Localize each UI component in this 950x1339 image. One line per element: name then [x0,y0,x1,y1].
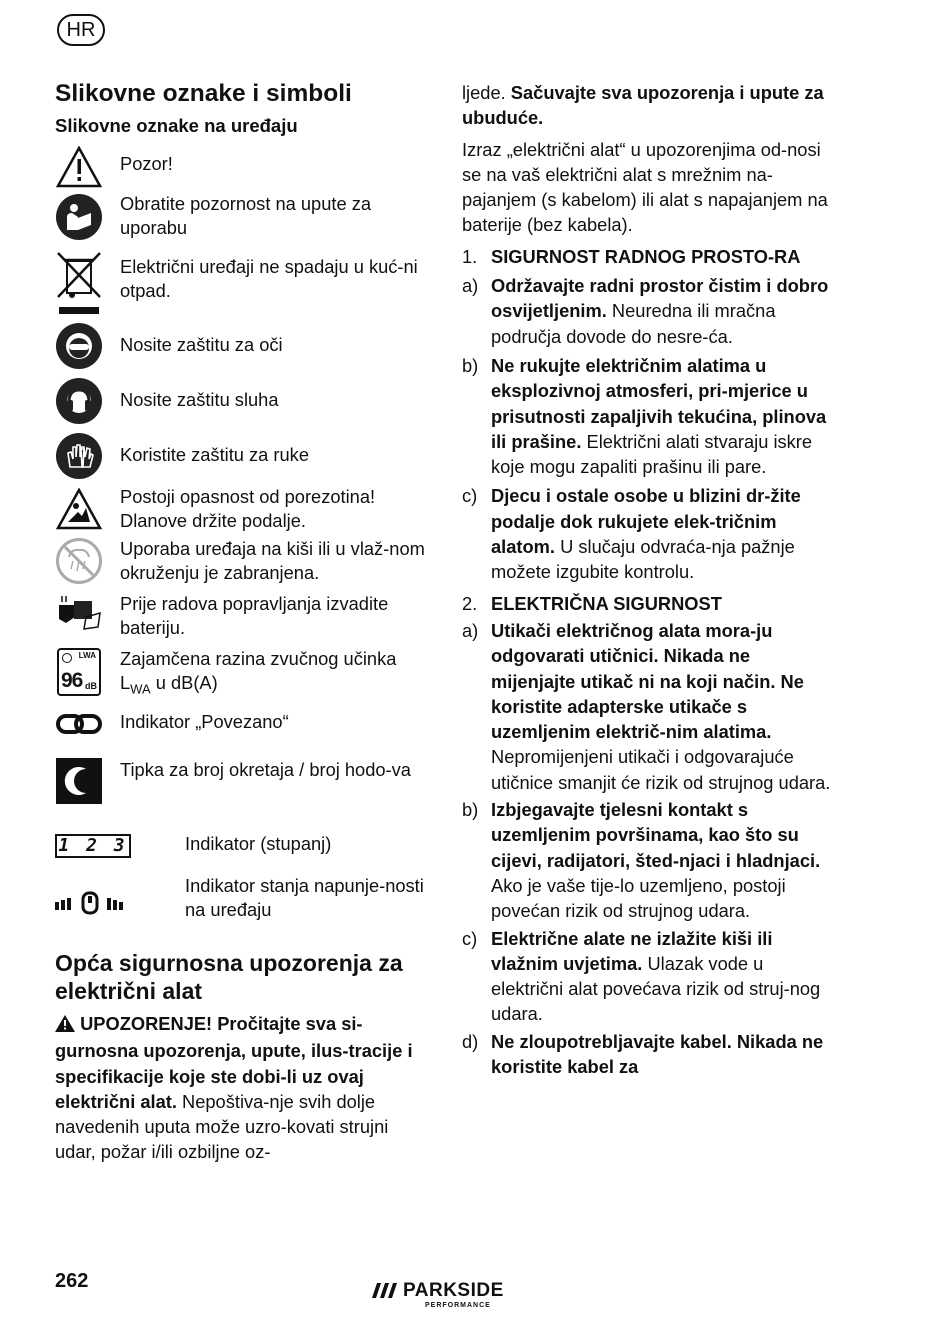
hearing-protection-icon [55,378,103,424]
symbol-row: Nosite zaštitu sluha [55,378,427,433]
symbol-row: Postoji opasnost od porezotina! Dlanove držite podalje. [55,488,427,538]
sound-power-value: 96 [61,669,83,692]
sound-power-unit: dB [85,681,97,691]
list-item: b) Izbjegavajte tjelesni kontakt s uzemljenim površinama, kao što su cijevi, radijatori, šted-njaci i hladnjaci. Ako je vaše tije-lo uzemljeno, postoji povećan rizik od strujnog udara. [462,799,821,922]
right-column [462,80,834,1079]
list-item: a) Utikači električnog alata mora-ju odgovarati utičnici. Nikada ne mijenjajte utikač ni na koji način. Ne koristite adapterske utikače s uzemljenim električ-nim alatima. Nepromijenjeni utikači i odgovarajuće utičnice smanjit će rizik od strujnog udara. [462,619,831,793]
symbol-row: Nosite zaštitu za oči [55,323,427,378]
symbol-row: Tipka za broj okretaja / broj hodo-va [55,758,427,830]
cut-hazard-icon [55,488,103,530]
brand-logo [370,1280,520,1314]
section-heading-symbols: Slikovne oznake i simboli [55,80,352,107]
sound-power-icon [55,648,103,696]
section-heading-safety: Opća sigurnosna upozorenja za električni alat [55,950,403,1004]
symbol-row: Indikator „Povezano“ [55,712,427,758]
warning-paragraph: UPOZORENJE! Pročitajte sva si-gurnosna upozorenja, upute, ilus-tracije i specifikacije koje ste dobi-li uz ovaj električni alat. Nepoštiva-nje svih dolje navedenih uputa može uzro-kovati strujni udar, požar i/ili ozbiljne oz- [55,1013,413,1163]
subheading-device-symbols: Slikovne oznake na uređaju [55,115,298,136]
hand-protection-icon [55,433,103,479]
section-2-heading: 2. ELEKTRIČNA SIGURNOST [462,592,722,614]
remove-battery-icon [55,593,103,633]
brand-name: PARKSIDE [403,1280,504,1301]
brand-subname: PERFORMANCE [425,1302,491,1309]
list-item: a) Održavajte radni prostor čistim i dobro osvijetljenim. Neuredna ili mračna područja dovode do nesre-ća. [462,275,829,347]
left-column [55,80,427,1165]
list-item: c) Električne alate ne izlažite kiši ili vlažnim uvjetima. Ulazak vode u električni alat povećava rizik od struj-nog udara. [462,927,821,1025]
page-number: 262 [55,1270,89,1292]
symbol-row: Prije radova popravljanja izvadite bateriju. [55,593,427,648]
symbol-list [55,146,427,938]
list-item: c) Djecu i ostale osobe u blizini dr-žite podalje dok rukujete elek-tričnim alatom. U slučaju odvraća-nja pažnje možete izgubite kontrolu. [462,485,801,583]
language-badge: HR [57,14,105,46]
symbol-row: Pozor! [55,146,427,192]
battery-charge-indicator-icon [55,874,170,920]
warning-triangle-small-icon [55,1013,75,1038]
symbol-row: Indikator stanja napunje-nosti na uređaju [55,874,427,938]
symbol-row: Obratite pozornost na upute za uporabu [55,194,427,251]
speed-button-icon [55,758,103,804]
weee-bin-icon [55,251,103,317]
level-indicator-icon: 1 2 3 [55,830,170,858]
read-manual-icon [55,194,103,240]
no-rain-icon [55,538,103,584]
list-item: b) Ne rukujte električnim alatima u eksplozivnoj atmosferi, pri-mjerice u prisutnosti zapaljivih tekućina, plinova ili prašine. Električni alati stvaraju iskre koje mogu zapaliti prašinu ili pare. [462,354,827,478]
symbol-row: Uporaba uređaja na kiši ili u vlaž-nom okruženju je zabranjena. [55,538,427,593]
eye-protection-icon [55,323,103,369]
list-item: d) Ne zloupotrebljavajte kabel. Nikada ne koristite kabel za [462,1030,824,1077]
symbol-row: LWA 96 dB Zajamčena razina zvučnog učinka $L_{WA}$ u dB(A) [55,648,427,712]
section-1-heading: 1. SIGURNOST RADNOG PROSTO-RA [462,245,801,267]
connected-link-icon [55,712,103,736]
intro-paragraph: Izraz „električni alat“ u upozorenjima od-nosi se na vaš električni alat s mrežnim na-pajanjem (s kabelom) ili alat s napajanjem na baterije (bez kabela). [462,138,828,236]
warning-triangle-icon [55,146,103,188]
symbol-row: 1 2 3 Indikator (stupanj) [55,830,427,874]
continued-paragraph: ljede. Sačuvajte sva upozorenja i upute za ubuduće. [462,82,824,129]
symbol-row: Električni uređaji ne spadaju u kuć-ni otpad. [55,251,427,323]
sound-power-label: LWA [78,651,96,660]
symbol-row: Koristite zaštitu za ruke [55,433,427,488]
